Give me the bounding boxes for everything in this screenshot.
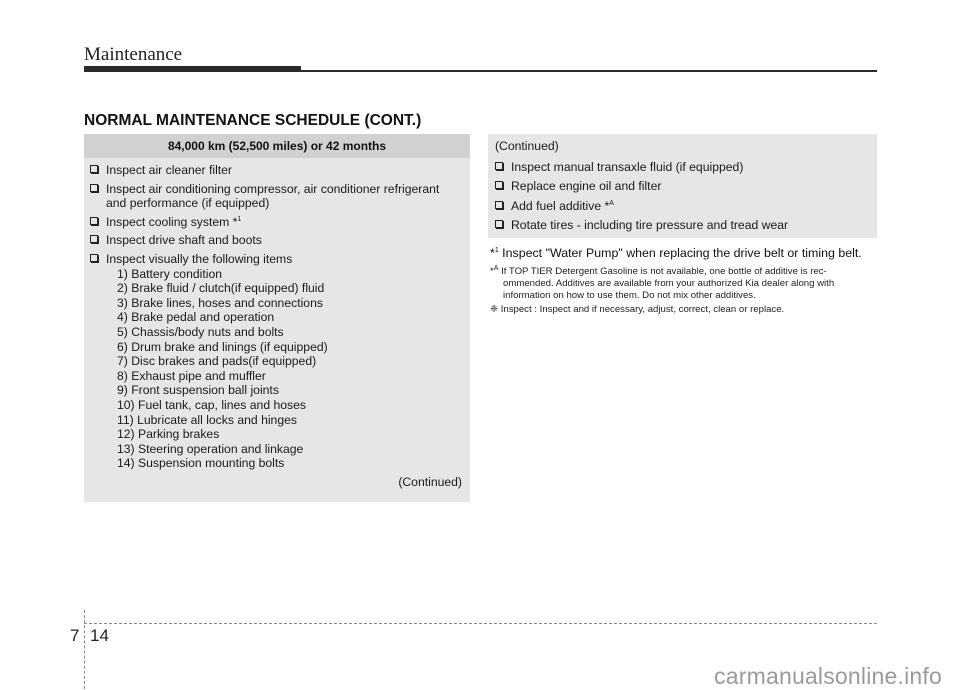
schedule-item: Inspect cooling system *$^1$ [90,215,462,230]
footer-divider [84,610,85,689]
schedule-item-list [84,158,470,489]
footnote-water-pump: *$^1$ Inspect "Water Pump" when replacing the drive belt or timing belt. [490,246,862,260]
list-item: 6) Drum brake and linings (if equipped) [117,339,328,354]
list-item: 1) Battery condition [117,266,223,281]
schedule-item-list [488,134,877,233]
header-rule-thick [84,66,301,72]
list-item: 11) Lubricate all locks and hinges [117,412,297,427]
checkbox-square-icon [495,220,503,228]
list-item: 9) Front suspension ball joints [117,383,279,398]
list-item: 12) Parking brakes [117,427,220,442]
list-item: 2) Brake fluid / clutch(if equipped) fluid [117,281,325,296]
continued-label: (Continued) [495,139,559,153]
schedule-item: Inspect visually the following items 1) Battery condition 2) Brake fluid / clutch(if equipped) fluid 3) Brake lines, hoses and connections 4) Brake pedal and operation 5) Chassis/body nuts and bolts 6) Drum brake and linings (if equipped) 7) Disc brakes and pads(if equipped) 8) Exhaust pipe and muffler 9) Front suspension ball joints 10) Fuel tank, cap, lines and hoses 11) Lubricate all locks and hinges 12) Parking brakes 13) Steering operation and linkage 14) Suspension mounting bolts [90,252,462,471]
schedule-panel-left [84,134,470,502]
schedule-interval-heading: 84,000 km (52,500 miles) or 42 months [84,134,470,158]
page-section-number: 7 [70,626,80,645]
list-item: 5) Chassis/body nuts and bolts [117,324,284,339]
list-item: 3) Brake lines, hoses and connections [117,295,323,310]
footer-rule [84,623,877,624]
schedule-item: Replace engine oil and filter [495,179,869,194]
schedule-item: Add fuel additive *$^A$ [495,199,869,214]
checkbox-square-icon [90,254,98,262]
list-item: 10) Fuel tank, cap, lines and hoses [117,397,307,412]
list-item: 13) Steering operation and linkage [117,441,304,456]
footnote-inspect-definition: ❈ Inspect : Inspect and if necessary, adjust, correct, clean or replace. [490,304,785,315]
schedule-panel-right [488,134,877,238]
inspect-symbol-icon: ❈ [490,304,499,315]
list-item: 4) Brake pedal and operation [117,310,275,325]
list-item: 8) Exhaust pipe and muffler [117,368,266,383]
page-header-title: Maintenance [84,44,183,65]
checkbox-square-icon [90,184,98,192]
watermark-text: carmanualsonline.info [714,663,942,689]
list-item: 14) Suspension mounting bolts [117,456,285,471]
schedule-item: Inspect air conditioning compressor, air conditioner refrigerant and performance (if equipped) [90,182,462,211]
checkbox-square-icon [495,162,503,170]
checkbox-square-icon [90,235,98,243]
continued-label: (Continued) [398,474,462,489]
section-title: NORMAL MAINTENANCE SCHEDULE (CONT.) [84,112,422,129]
schedule-item: Inspect manual transaxle fluid (if equipped) [495,160,869,175]
checkbox-square-icon [90,217,98,225]
checkbox-square-icon [495,201,503,209]
footnote-ref: A [609,199,614,207]
visual-inspection-list [100,267,462,471]
list-item: 7) Disc brakes and pads(if equipped) [117,354,317,369]
header-rule-thin [301,70,877,72]
footnote-ref: 1 [237,215,242,223]
page-number: 14 [90,626,109,645]
footnote-fuel-additive: *$^A$ If TOP TIER Detergent Gasoline is not available, one bottle of additive is rec- ommended. Additives are available from your authorized Kia dealer along with information on how to use them. Do not mix other additives. [490,264,835,302]
schedule-item: Inspect air cleaner filter [90,163,462,178]
checkbox-square-icon [90,165,98,173]
schedule-item: Rotate tires - including tire pressure and tread wear [495,218,869,233]
schedule-item: Inspect drive shaft and boots [90,233,462,248]
checkbox-square-icon [495,181,503,189]
